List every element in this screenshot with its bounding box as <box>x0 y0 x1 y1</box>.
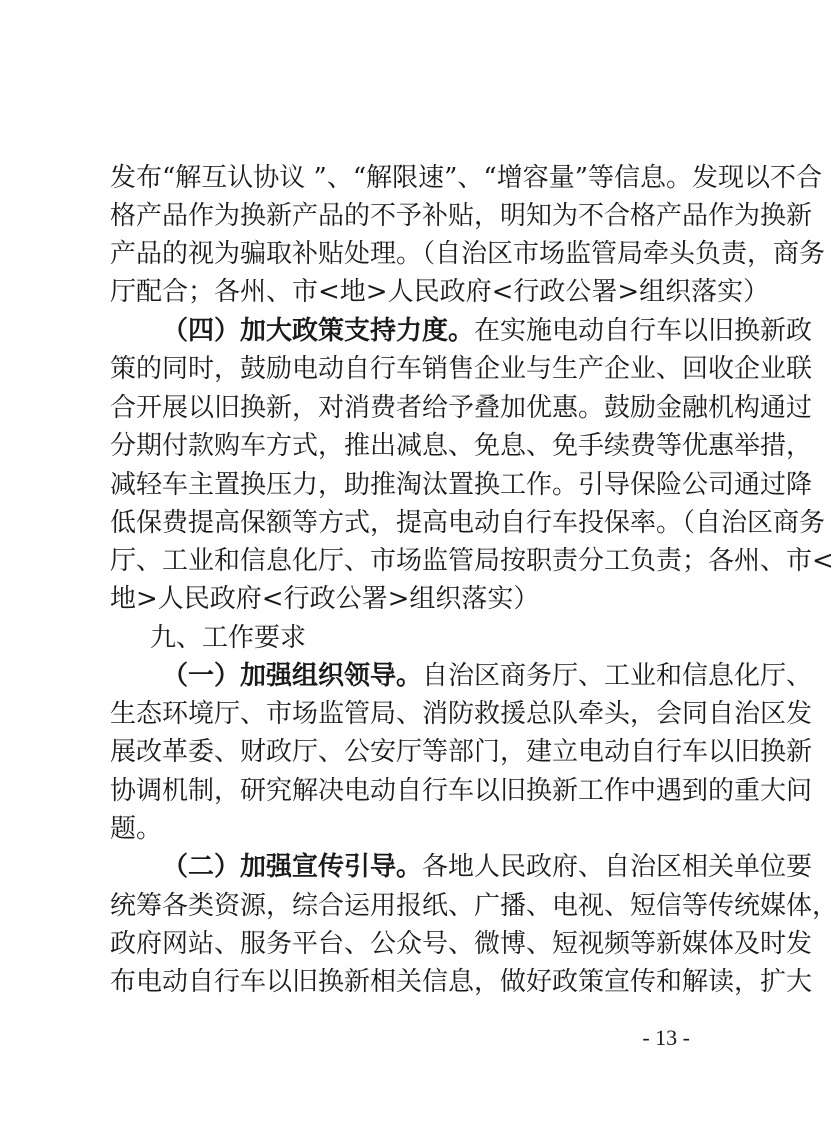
body-line: 合开展以旧换新，对消费者给予叠加优惠。鼓励金融机构通过 <box>110 393 813 423</box>
body-line: 政府网站、服务平台、公众号、微博、短视频等新媒体及时发 <box>110 929 813 959</box>
body-line: 减轻车主置换压力，助推淘汰置换工作。引导保险公司通过降 <box>110 470 813 500</box>
section-4-first-line <box>162 311 813 351</box>
body-line: 厅配合；各州、市<地>人民政府<行政公署>组织落实） <box>110 277 770 307</box>
body-line: 布电动自行车以旧换新相关信息，做好政策宣传和解读，扩大 <box>110 967 813 997</box>
requirement-2-first-line <box>162 847 813 887</box>
section-4-text: 在实施电动自行车以旧换新政 <box>474 316 813 346</box>
requirement-2-text: 各地人民政府、自治区相关单位要 <box>422 852 813 882</box>
body-line: 产品的视为骗取补贴处理。（自治区市场监管局牵头负责，商务 <box>110 239 826 269</box>
body-line: 地>人民政府<行政公署>组织落实） <box>110 584 540 614</box>
body-line: 格产品作为换新产品的不予补贴，明知为不合格产品作为换新 <box>110 201 813 231</box>
body-line: 协调机制，研究解决电动自行车以旧换新工作中遇到的重大问 <box>110 776 813 806</box>
body-line: 低保费提高保额等方式，提高电动自行车投保率。（自治区商务 <box>110 508 826 538</box>
body-line: 展改革委、财政厅、公安厅等部门，建立电动自行车以旧换新 <box>110 737 813 767</box>
body-line: 策的同时，鼓励电动自行车销售企业与生产企业、回收企业联 <box>110 354 813 384</box>
body-line: 发布“解互认协议 ”、“解限速”、“增容量”等信息。发现以不合 <box>110 163 823 193</box>
requirement-1-text: 自治区商务厅、工业和信息化厅、 <box>422 661 813 691</box>
page-number: - 13 - <box>642 1025 690 1050</box>
chapter-9-title: 九、工作要求 <box>150 623 307 653</box>
section-4-heading: （四）加大政策支持力度。 <box>162 316 475 346</box>
body-line: 题。 <box>110 814 163 844</box>
requirement-2-heading: （二）加强宣传引导。 <box>162 852 423 882</box>
requirement-1-first-line <box>162 656 813 696</box>
requirement-1-heading: （一）加强组织领导。 <box>162 661 423 691</box>
body-line: 厅、工业和信息化厅、市场监管局按职责分工负责；各州、市< <box>110 546 834 576</box>
body-line: 分期付款购车方式，推出减息、免息、免手续费等优惠举措， <box>110 431 813 461</box>
body-line: 统筹各类资源，综合运用报纸、广播、电视、短信等传统媒体， <box>110 891 838 921</box>
body-line: 生态环境厅、市场监管局、消防救援总队牵头，会同自治区发 <box>110 699 813 729</box>
